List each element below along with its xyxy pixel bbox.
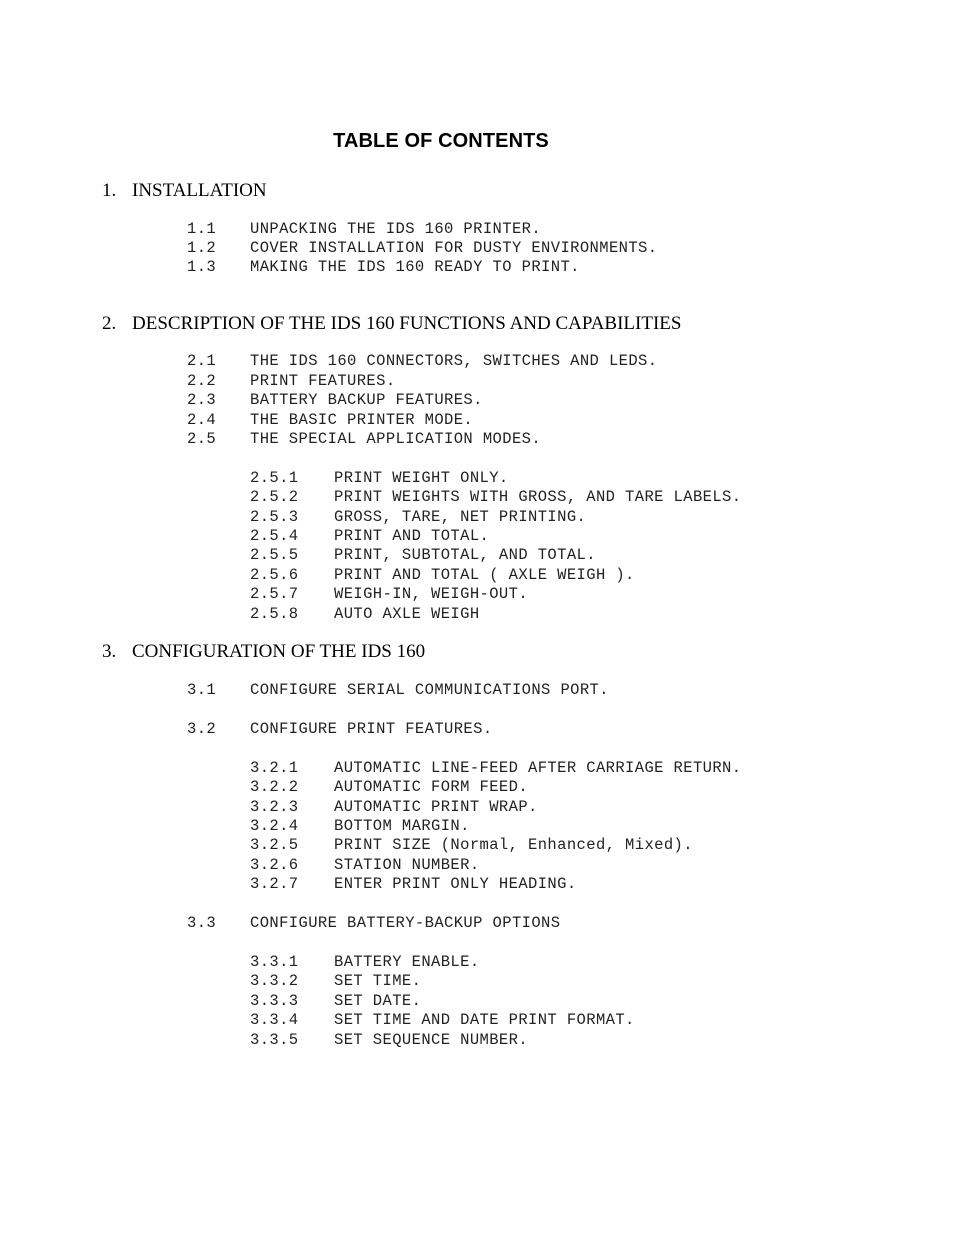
section-number: 3.: [102, 641, 117, 662]
toc-entry-3-3-5: 3.3.5 SET SEQUENCE NUMBER.: [250, 1031, 529, 1049]
section-number: 2.: [102, 313, 117, 334]
page-title: TABLE OF CONTENTS: [333, 130, 549, 152]
toc-entry-1-3: 1.3 MAKING THE IDS 160 READY TO PRINT.: [187, 258, 580, 276]
section-heading-3: [102, 641, 425, 663]
toc-entry-2-5-8: 2.5.8 AUTO AXLE WEIGH: [250, 605, 480, 623]
toc-entry-2-5-1: 2.5.1 PRINT WEIGHT ONLY.: [250, 469, 509, 487]
section-number: 1.: [102, 180, 117, 201]
toc-entry-3-2-4: 3.2.4 BOTTOM MARGIN.: [250, 817, 470, 835]
toc-entry-2-5-7: 2.5.7 WEIGH-IN, WEIGH-OUT.: [250, 585, 529, 603]
toc-entry-3-2: 3.2 CONFIGURE PRINT FEATURES.: [187, 720, 493, 738]
toc-entry-2-2: 2.2 PRINT FEATURES.: [187, 372, 396, 390]
toc-entry-1-1: 1.1 UNPACKING THE IDS 160 PRINTER.: [187, 220, 542, 238]
toc-entry-3-2-1: 3.2.1 AUTOMATIC LINE-FEED AFTER CARRIAGE RETURN.: [250, 759, 742, 777]
toc-entry-2-3: 2.3 BATTERY BACKUP FEATURES.: [187, 391, 483, 409]
toc-entry-1-2: 1.2 COVER INSTALLATION FOR DUSTY ENVIRONMENTS.: [187, 239, 658, 257]
toc-entry-3-2-5: 3.2.5 PRINT SIZE (Normal, Enhanced, Mixed).: [250, 836, 693, 854]
toc-entry-2-5-3: 2.5.3 GROSS, TARE, NET PRINTING.: [250, 508, 587, 526]
toc-entry-3-3-1: 3.3.1 BATTERY ENABLE.: [250, 953, 480, 971]
toc-entry-2-5-2: 2.5.2 PRINT WEIGHTS WITH GROSS, AND TARE LABELS.: [250, 488, 742, 506]
toc-entry-2-5-4: 2.5.4 PRINT AND TOTAL.: [250, 527, 490, 545]
toc-entry-3-2-2: 3.2.2 AUTOMATIC FORM FEED.: [250, 778, 529, 796]
toc-entry-2-1: 2.1 THE IDS 160 CONNECTORS, SWITCHES AND LEDS.: [187, 352, 658, 370]
toc-entry-2-5-5: 2.5.5 PRINT, SUBTOTAL, AND TOTAL.: [250, 546, 596, 564]
toc-entry-3-3-2: 3.3.2 SET TIME.: [250, 972, 422, 990]
toc-entry-2-5: 2.5 THE SPECIAL APPLICATION MODES.: [187, 430, 542, 448]
toc-entry-2-4: 2.4 THE BASIC PRINTER MODE.: [187, 411, 474, 429]
toc-entry-3-2-7: 3.2.7 ENTER PRINT ONLY HEADING.: [250, 875, 577, 893]
toc-entry-3-2-6: 3.2.6 STATION NUMBER.: [250, 856, 480, 874]
toc-entry-3-3: 3.3 CONFIGURE BATTERY-BACKUP OPTIONS: [187, 914, 561, 932]
section-heading-2: [102, 313, 681, 335]
section-heading-1: [102, 180, 267, 202]
section-title: INSTALLATION: [132, 180, 267, 201]
toc-entry-3-2-3: 3.2.3 AUTOMATIC PRINT WRAP.: [250, 798, 538, 816]
toc-entry-2-5-6: 2.5.6 PRINT AND TOTAL ( AXLE WEIGH ).: [250, 566, 635, 584]
toc-entry-3-1: 3.1 CONFIGURE SERIAL COMMUNICATIONS PORT.: [187, 681, 609, 699]
section-title: CONFIGURATION OF THE IDS 160: [132, 641, 426, 662]
toc-entry-3-3-3: 3.3.3 SET DATE.: [250, 992, 422, 1010]
toc-entry-3-3-4: 3.3.4 SET TIME AND DATE PRINT FORMAT.: [250, 1011, 635, 1029]
section-title: DESCRIPTION OF THE IDS 160 FUNCTIONS AND CAPABILITIES: [132, 313, 682, 334]
